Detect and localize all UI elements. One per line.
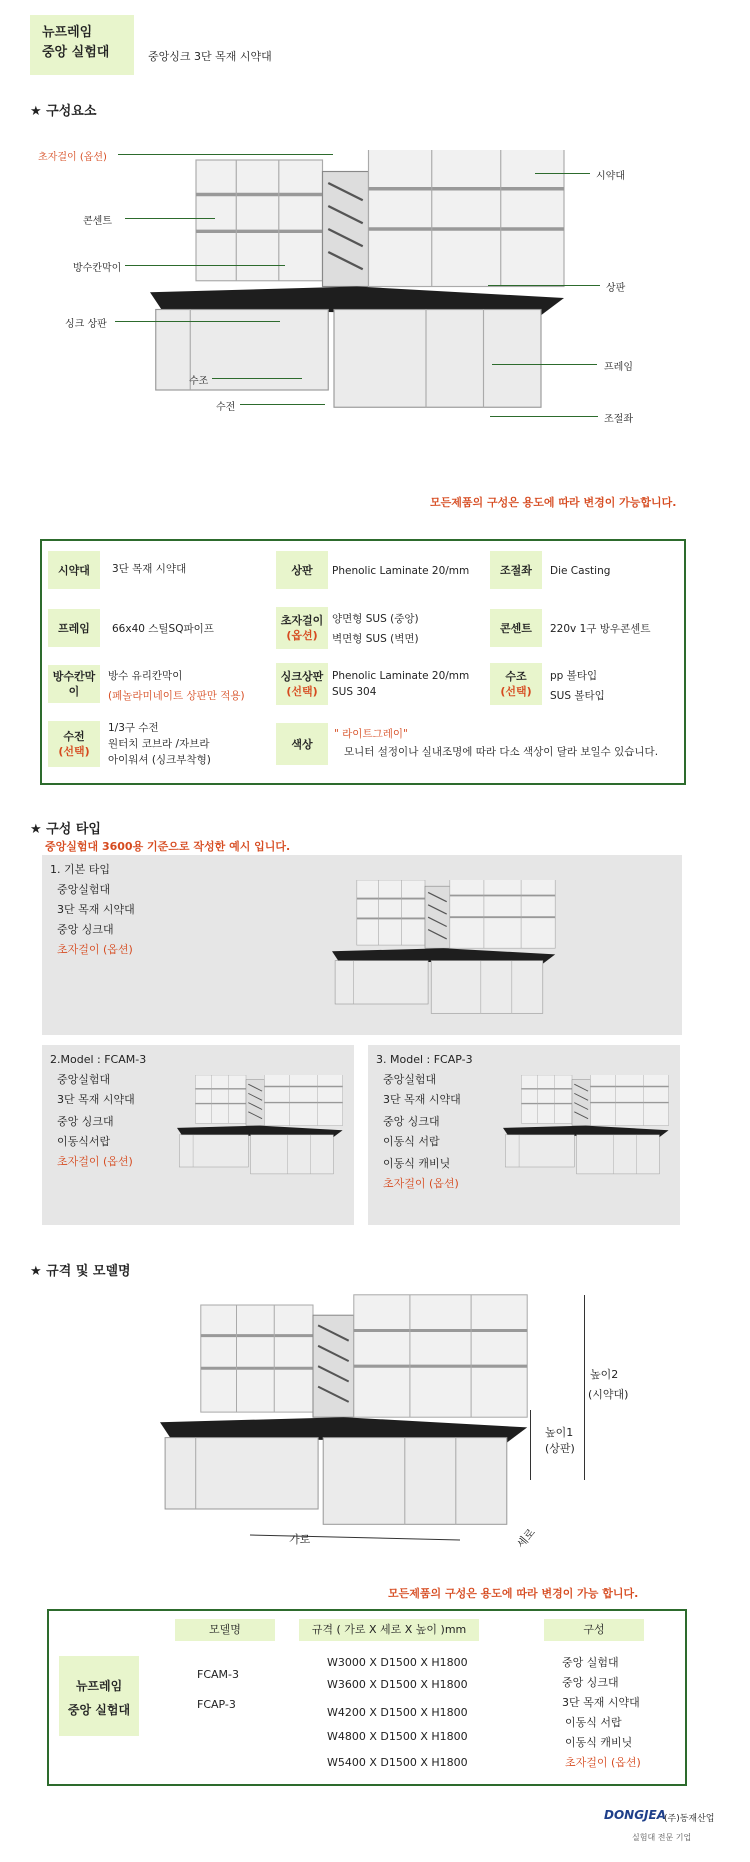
type2-item-c: 중앙 싱크대	[57, 1115, 114, 1128]
spec-top-label: 상판	[276, 551, 328, 589]
type3-image	[503, 1075, 678, 1185]
type2-item-a: 중앙실험대	[57, 1073, 111, 1086]
spec-guard-v2: (페놀라미네이트 상판만 적용)	[108, 690, 245, 702]
spec-color-v2: 모니터 설정이나 실내조명에 따라 다소 색상이 달라 보일수 있습니다.	[344, 746, 659, 758]
model-1: FCAP-3	[197, 1698, 236, 1711]
spec-sinktop-label: 싱크상판 (선택)	[276, 663, 328, 705]
spec-faucet-v2: 원터치 코브라 /자브라	[108, 738, 210, 750]
main-bench-image	[150, 150, 580, 440]
type-fcap-card	[368, 1045, 680, 1225]
comp-0: 중앙 실험대	[562, 1656, 619, 1669]
size-0: W3000 X D1500 X H1800	[327, 1656, 468, 1669]
spec-guard-label: 방수칸막이	[48, 665, 100, 703]
col-model: 모델명	[175, 1619, 275, 1641]
callout-faucet: 수전	[216, 402, 236, 413]
spec-guard-v1: 방수 유리칸막이	[108, 670, 183, 682]
callout-top: 상판	[606, 283, 626, 294]
type1-item-a: 중앙실험대	[57, 883, 111, 896]
comp-4: 이동식 캐비닛	[565, 1736, 633, 1749]
product-subtitle: 중앙싱크 3단 목재 시약대	[148, 50, 272, 63]
spec-cups-label: 초자걸이 (옵션)	[276, 607, 328, 649]
spec-outlet-value: 220v 1구 방우콘센트	[550, 623, 651, 635]
callout-cups: 초자걸이 (옵션)	[38, 152, 107, 163]
callout-frame: 프레임	[604, 362, 633, 373]
callout-guard: 방수칸막이	[73, 263, 122, 274]
callout-basin: 수조	[189, 376, 209, 387]
spec-color-v1: " 라이트그레이"	[334, 728, 408, 740]
col-comp: 구성	[544, 1619, 644, 1641]
product-line1: 뉴프레임	[42, 25, 93, 40]
type-fcam-card	[42, 1045, 354, 1225]
spec-basin-v2: SUS 볼타입	[550, 690, 605, 702]
types-note: 중앙실험대 3600용 기준으로 작성한 예시 입니다.	[45, 840, 291, 853]
dim-h1: 높이1	[545, 1426, 574, 1439]
brand-logo: DONGJEA	[604, 1808, 667, 1822]
callout-outlet: 콘센트	[83, 216, 112, 227]
section-specs-title: ★ 규격 및 모델명	[30, 1264, 131, 1279]
model-table	[47, 1609, 687, 1786]
type2-image	[177, 1075, 352, 1185]
type1-title: 1. 기본 타입	[50, 863, 110, 876]
dim-h1-label: (상판)	[545, 1442, 575, 1455]
spec-shelf-value: 3단 목재 시약대	[112, 563, 187, 575]
size-3: W4800 X D1500 X H1800	[327, 1730, 468, 1743]
comp-3: 이동식 서랍	[565, 1716, 622, 1729]
brand-company: (주)동재산업	[664, 1814, 715, 1824]
spec-faucet-v3: 아이워셔 (싱크부착형)	[108, 754, 211, 766]
spec-outlet-label: 콘센트	[490, 609, 542, 647]
spec-top-value: Phenolic Laminate 20/mm	[332, 565, 470, 577]
size-1: W3600 X D1500 X H1800	[327, 1678, 468, 1691]
spec-shelf-label: 시약대	[48, 551, 100, 589]
spec-table	[40, 539, 686, 785]
spec-cups-v2: 벽면형 SUS (벽면)	[332, 633, 419, 645]
type1-item-c: 중앙 싱크대	[57, 923, 114, 936]
type3-item-a: 중앙실험대	[383, 1073, 437, 1086]
spec-leveler-value: Die Casting	[550, 565, 611, 577]
size-2: W4200 X D1500 X H1800	[327, 1706, 468, 1719]
type1-item-b: 3단 목재 시약대	[57, 903, 135, 916]
spec-frame-label: 프레임	[48, 609, 100, 647]
brand-tagline: 실험대 전문 기업	[632, 1833, 692, 1842]
spec-frame-value: 66x40 스틸SQ파이프	[112, 623, 214, 635]
dim-h2: 높이2	[590, 1368, 619, 1381]
type3-item-c: 중앙 싱크대	[383, 1115, 440, 1128]
type3-item-b: 3단 목재 시약대	[383, 1093, 461, 1106]
type3-item-e: 이동식 캐비닛	[383, 1157, 451, 1170]
section-types-title: ★ 구성 타입	[30, 822, 101, 837]
spec-sinktop-v1: Phenolic Laminate 20/mm	[332, 670, 470, 682]
dim-width: 가로	[289, 1533, 311, 1546]
spec-basin-label: 수조 (선택)	[490, 663, 542, 705]
callout-shelf: 시약대	[596, 171, 625, 182]
size-4: W5400 X D1500 X H1800	[327, 1756, 468, 1769]
spec-bench-image	[155, 1290, 535, 1550]
model-name2: 중앙 실험대	[67, 1703, 131, 1717]
type3-title: 3. Model : FCAP-3	[376, 1053, 473, 1066]
callout-leveler: 조절좌	[604, 414, 633, 425]
spec-sinktop-v2: SUS 304	[332, 686, 377, 698]
spec-basin-v1: pp 볼타입	[550, 670, 598, 682]
spec-faucet-label: 수전 (선택)	[48, 721, 100, 767]
spec-color-label: 색상	[276, 723, 328, 765]
product-title-box	[30, 15, 134, 75]
dim-depth: 세로	[514, 1525, 538, 1551]
type2-item-e: 초자걸이 (옵션)	[57, 1155, 133, 1168]
model-name1: 뉴프레임	[75, 1679, 123, 1693]
notice-1: 모든제품의 구성은 용도에 따라 변경이 가능합니다.	[430, 496, 677, 509]
model-name-box	[59, 1656, 139, 1736]
type2-title: 2.Model : FCAM-3	[50, 1053, 147, 1066]
product-line2: 중앙 실험대	[42, 45, 110, 60]
notice-2: 모든제품의 구성은 용도에 따라 변경이 가능 합니다.	[388, 1587, 639, 1600]
spec-faucet-v1: 1/3구 수전	[108, 722, 159, 734]
comp-2: 3단 목재 시약대	[562, 1696, 640, 1709]
comp-1: 중앙 싱크대	[562, 1676, 619, 1689]
col-size: 규격 ( 가로 X 세로 X 높이 )mm	[299, 1619, 479, 1641]
section-components-title: ★ 구성요소	[30, 104, 97, 119]
type3-item-d: 이동식 서랍	[383, 1135, 440, 1148]
spec-cups-v1: 양면형 SUS (중앙)	[332, 613, 419, 625]
spec-leveler-label: 조절좌	[490, 551, 542, 589]
type2-item-d: 이동식서랍	[57, 1135, 111, 1148]
type1-item-d: 초자걸이 (옵션)	[57, 943, 133, 956]
dim-h2-label: (시약대)	[588, 1388, 629, 1401]
type2-item-b: 3단 목재 시약대	[57, 1093, 135, 1106]
type3-item-f: 초자걸이 (옵션)	[383, 1177, 459, 1190]
type-basic-card	[42, 855, 682, 1035]
model-0: FCAM-3	[197, 1668, 239, 1681]
callout-sinktop: 싱크 상판	[65, 319, 107, 330]
type1-image	[332, 880, 562, 1020]
comp-5: 초자걸이 (옵션)	[565, 1756, 641, 1769]
